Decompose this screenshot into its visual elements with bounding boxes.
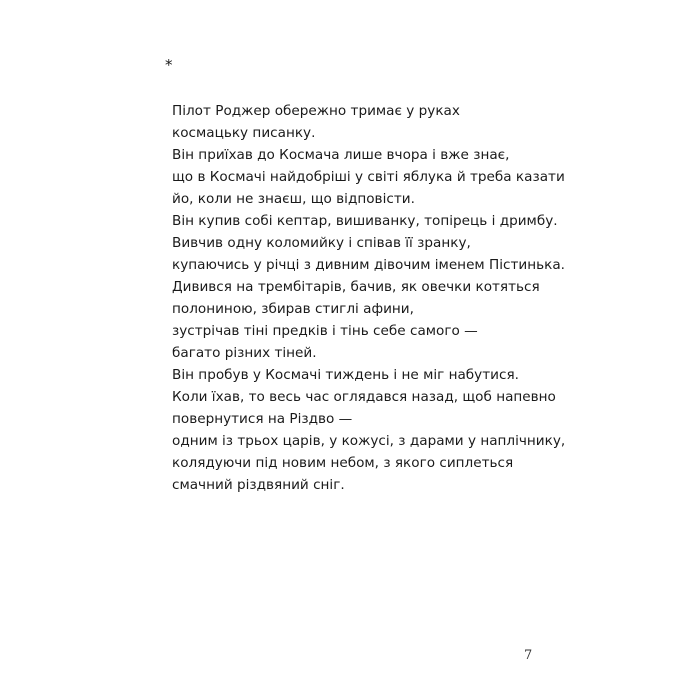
poem-line: що в Космачі найдобріші у світі яблука й треба казати bbox=[172, 169, 565, 185]
poem-line: Він купив собі кептар, вишиванку, топірець і дримбу. bbox=[172, 213, 558, 229]
section-asterisk: * bbox=[165, 56, 173, 74]
poem-line: Коли їхав, то весь час оглядався назад, щоб напевно bbox=[172, 389, 556, 405]
poem-line: зустрічав тіні предків і тінь себе самого — bbox=[172, 323, 478, 339]
poem-line: Пілот Роджер обережно тримає у руках bbox=[172, 103, 460, 119]
poem-line: Дивився на трембітарів, бачив, як овечки котяться bbox=[172, 279, 540, 295]
poem-line: космацьку писанку. bbox=[172, 125, 316, 141]
page-number: 7 bbox=[524, 648, 533, 663]
poem-line: повернутися на Різдво — bbox=[172, 411, 353, 427]
poem-line: Він приїхав до Космача лише вчора і вже знає, bbox=[172, 147, 510, 163]
poem-line: Він пробув у Космачі тиждень і не міг набутися. bbox=[172, 367, 519, 383]
poem-line: Вивчив одну коломийку і співав її зранку, bbox=[172, 235, 471, 251]
poem-line: колядуючи під новим небом, з якого сиплеться bbox=[172, 455, 514, 471]
poem-line: смачний різдвяний сніг. bbox=[172, 477, 345, 493]
poem-line: полониною, збирав стиглі афини, bbox=[172, 301, 414, 317]
poem-text bbox=[172, 100, 642, 496]
poem-line: багато різних тіней. bbox=[172, 345, 317, 361]
poem-line: йо, коли не знаєш, що відповісти. bbox=[172, 191, 415, 207]
poem-line: одним із трьох царів, у кожусі, з дарами у наплічнику, bbox=[172, 433, 566, 449]
poem-line: купаючись у річці з дивним дівочим іменем Пістинька. bbox=[172, 257, 565, 273]
